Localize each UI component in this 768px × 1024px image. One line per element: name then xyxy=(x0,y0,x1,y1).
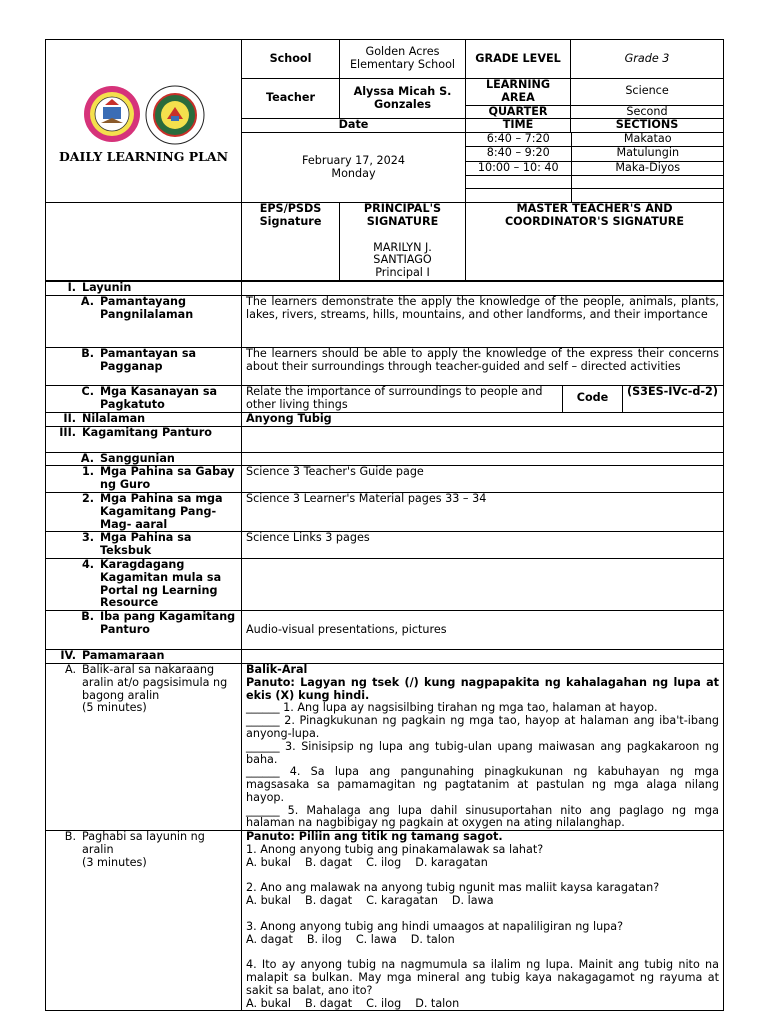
quiz-options: A. bukal B. dagat C. ilog D. talon xyxy=(246,996,460,1010)
kagamitang-pang-text: Science 3 Learner's Material pages 33 – 34 xyxy=(242,492,724,531)
kagamitang-pang-label: 2. Mga Pahina sa mga Kagamitang Pang- Mag- aaral xyxy=(46,492,242,531)
date-text: February 17, 2024 xyxy=(302,153,405,167)
quiz-question: 3. Anong anyong tubig ang hindi umaagos at napaliligiran ng lupa? xyxy=(246,919,624,933)
balik-aral-title: Balik-Aral xyxy=(246,662,308,676)
header-table xyxy=(45,39,724,281)
empty-cell xyxy=(242,281,724,295)
paghabi-instruction: Panuto: Piliin ang titik ng tamang sagot. xyxy=(246,830,503,844)
balik-aral-label-cell xyxy=(46,663,242,830)
balik-aral-item: ______ 5. Mahalaga ang lupa dahil sinusuportahan nito ang paglago ng mga halaman na nagbibigay ng pagkain at oxygen na ating nilalanghap. xyxy=(246,803,719,830)
nilalaman-text: Anyong Tubig xyxy=(242,412,724,426)
paghabi-content xyxy=(242,831,724,1011)
division-seal-icon xyxy=(145,85,205,145)
date-value xyxy=(242,133,466,203)
time-label: TIME xyxy=(466,119,571,133)
grade-label: GRADE LEVEL xyxy=(466,40,571,79)
code-label: Code xyxy=(563,385,623,412)
principal-signature-cell xyxy=(340,203,466,281)
document-title: DAILY LEARNING PLAN xyxy=(58,148,229,164)
schedule-section: Matulungin xyxy=(571,147,724,161)
pamantayan-label: B. Pamantayan sa Pagganap xyxy=(46,347,242,385)
kasanayan-text: Relate the importance of surroundings to people and other living things xyxy=(242,385,563,412)
principal-title: Principal I xyxy=(375,266,430,280)
empty-cell xyxy=(242,426,724,452)
schedule-empty xyxy=(466,175,571,188)
schedule-empty xyxy=(571,189,724,202)
logo-cell xyxy=(46,40,242,203)
school-label: School xyxy=(242,40,340,79)
schedule-table xyxy=(466,133,724,202)
paghabi-label: Paghabi sa layunin ng aralin xyxy=(82,830,205,857)
balik-aral-item: ______ 1. Ang lupa ay nagsisilbing tirahan ng mga tao, halaman at hayop. xyxy=(246,701,658,715)
quiz-question: 2. Ano ang malawak na anyong tubig ngunit mas maliit kaysa karagatan? xyxy=(246,881,660,895)
master-teacher-signature-label: MASTER TEACHER'S AND COORDINATOR'S SIGNATURE xyxy=(466,203,724,281)
teksbuk-text: Science Links 3 pages xyxy=(242,532,724,559)
portal-label: 4. Karagdagang Kagamitan mula sa Portal ng Learning Resource xyxy=(46,558,242,610)
balik-aral-item: ______ 2. Pinagkukunan ng pagkain ng mga tao, hayop at halaman ang iba't-ibang anyong-lupa. xyxy=(246,714,719,740)
quarter-label: QUARTER xyxy=(466,105,571,119)
quiz-options: A. bukal B. dagat C. karagatan D. lawa xyxy=(246,894,494,908)
learning-area-label: LEARNING AREA xyxy=(466,79,571,106)
empty-cell xyxy=(242,558,724,610)
grade-value: Grade 3 xyxy=(571,40,724,79)
eps-signature-label: EPS/PSDS Signature xyxy=(242,203,340,281)
code-value: (S3ES-IVc-d-2) xyxy=(623,385,724,412)
balik-aral-instruction: Panuto: Lagyan ng tsek (/) kung nagpapakita ng kahalagahan ng lupa at ekis (X) kung hindi. xyxy=(246,675,719,702)
sanggunian-label: A. Sanggunian xyxy=(46,452,242,466)
learning-area-value: Science xyxy=(571,79,724,106)
school-seal-icon xyxy=(83,85,141,143)
lesson-body-table xyxy=(45,281,724,1011)
teacher-value: Alyssa Micah S. Gonzales xyxy=(340,79,466,119)
gabay-text: Science 3 Teacher's Guide page xyxy=(242,466,724,493)
pamantayang-text: The learners demonstrate the apply the knowledge of the people, animals, plants, lakes, rivers, streams, hills, mountains, and other landforms, and their importance xyxy=(242,295,724,347)
daily-learning-plan xyxy=(45,39,723,1011)
schedule-empty xyxy=(466,189,571,202)
day-text: Monday xyxy=(331,166,376,180)
principal-name: MARILYN J. SANTIAGO xyxy=(373,240,432,267)
nilalaman-label: II. Nilalaman xyxy=(46,412,242,426)
schedule-time: 10:00 – 10: 40 xyxy=(466,161,571,175)
schedule-section: Makatao xyxy=(571,133,724,147)
quiz-options: A. bukal B. dagat C. ilog D. karagatan xyxy=(246,855,488,869)
kagamitang-label: III. Kagamitang Panturo xyxy=(46,426,242,452)
schedule-time: 6:40 – 7:20 xyxy=(466,133,571,147)
paghabi-label-cell xyxy=(46,831,242,1011)
pamamaraan-label: IV. Pamamaraan xyxy=(46,650,242,664)
quiz-question: 1. Anong anyong tubig ang pinakamalawak sa lahat? xyxy=(246,843,544,857)
teksbuk-label: 3. Mga Pahina sa Teksbuk xyxy=(46,532,242,559)
empty-cell xyxy=(242,650,724,664)
gabay-label: 1. Mga Pahina sa Gabay ng Guro xyxy=(46,466,242,493)
empty-cell xyxy=(242,452,724,466)
schedule-cell xyxy=(466,133,724,203)
balik-aral-num: A. xyxy=(64,662,76,676)
empty-cell xyxy=(46,203,242,281)
pamantayan-text: The learners should be able to apply the knowledge of the express their concerns about their surroundings through teacher-guided and self – directed activities xyxy=(242,347,724,385)
schedule-empty xyxy=(571,175,724,188)
balik-aral-time: (5 minutes) xyxy=(82,701,147,715)
kasanayan-label: C. Mga Kasanayan sa Pagkatuto xyxy=(46,385,242,412)
schedule-section: Maka-Diyos xyxy=(571,161,724,175)
quarter-value: Second xyxy=(571,105,724,119)
balik-aral-label: Balik-aral sa nakaraang aralin at/o pagsisimula ng bagong aralin xyxy=(82,662,228,702)
paghabi-time: (3 minutes) xyxy=(82,855,147,869)
teacher-label: Teacher xyxy=(242,79,340,119)
section-layunin: I. Layunin xyxy=(46,281,242,295)
schedule-time: 8:40 – 9:20 xyxy=(466,147,571,161)
pamantayang-label: A. Pamantayang Pangnilalaman xyxy=(46,295,242,347)
school-value: Golden Acres Elementary School xyxy=(340,40,466,79)
balik-aral-item: ______ 3. Sinisipsip ng lupa ang tubig-ulan upang maiwasan ang pagkakaroon ng baha. xyxy=(246,739,719,766)
iba-text: Audio-visual presentations, pictures xyxy=(242,611,724,650)
quiz-question: 4. Ito ay anyong tubig na nagmumula sa ilalim ng lupa. Mainit ang tubig nito na malapit sa bulkan. May mga mineral ang tubig kaya nakagagamot ng rayuma at sakit sa balat, ano ito? xyxy=(246,958,719,997)
date-label: Date xyxy=(242,119,466,133)
balik-aral-content xyxy=(242,663,724,830)
sections-label: SECTIONS xyxy=(571,119,724,133)
paghabi-num: B. xyxy=(64,830,76,844)
iba-label: B. Iba pang Kagamitang Panturo xyxy=(46,611,242,650)
principal-signature-label: PRINCIPAL'S SIGNATURE xyxy=(363,202,442,228)
balik-aral-item: ______ 4. Sa lupa ang pangunahing pinagkukunan ng kabuhayan ng mga magsasaka sa pamamagitan ng pagtatanim at pastulan ng mga alaga nilang hayop. xyxy=(246,765,719,804)
quiz-options: A. dagat B. ilog C. lawa D. talon xyxy=(246,932,455,946)
